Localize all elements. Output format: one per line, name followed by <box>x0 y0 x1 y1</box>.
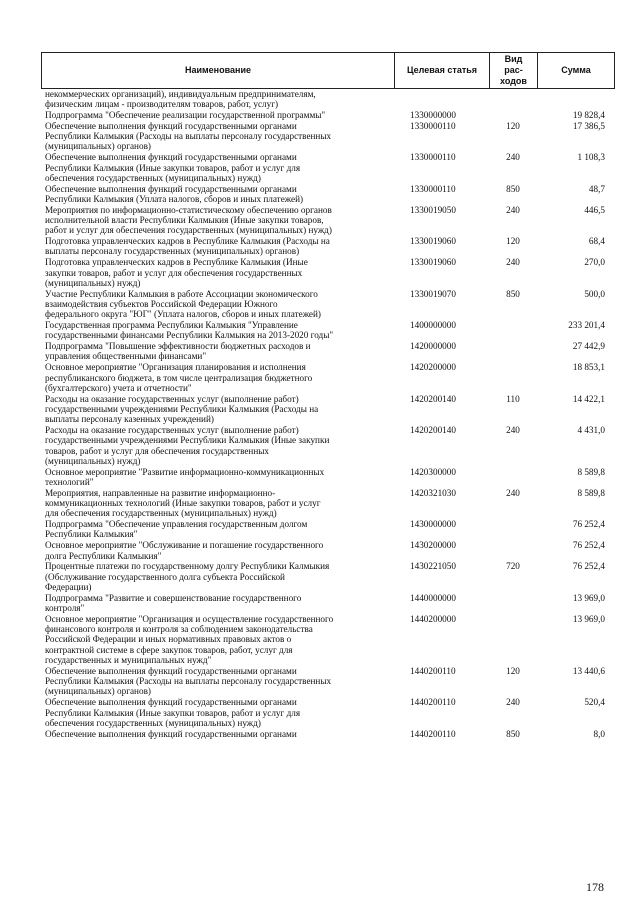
row-sum: 27 442,9 <box>572 341 605 352</box>
table-header <box>41 52 615 89</box>
row-sum: 13 969,0 <box>572 613 605 624</box>
table-row <box>45 341 615 362</box>
row-target-article: 1440200110 <box>410 665 456 676</box>
row-expense-type: 110 <box>506 393 520 404</box>
row-expense-type: 240 <box>506 487 520 498</box>
row-name: Подпрограмма "Обеспечение реализации государственной программы" <box>45 110 326 121</box>
row-name: Обеспечение выполнения функций государственными органами Республики Калмыкия (Иные закупки товаров, работ и услуг для обеспечения государственных (муниципальных) нужд) <box>45 697 301 728</box>
row-target-article: 1330000110 <box>410 152 456 163</box>
table-row <box>45 121 615 152</box>
row-expense-type: 240 <box>506 204 520 215</box>
row-name: Обеспечение выполнения функций государственными органами Республики Калмыкия (Иные закупки товаров, работ и услуг для обеспечения государственных (муниципальных) нужд) <box>45 152 301 183</box>
row-target-article: 1440200110 <box>410 697 456 708</box>
row-sum: 17 386,5 <box>572 120 605 131</box>
table-row <box>45 110 615 121</box>
row-name: Обеспечение выполнения функций государственными органами Республики Калмыкия (Расходы на выплаты персоналу государственных (муниципальных) органов) <box>45 120 332 152</box>
row-target-article: 1330000000 <box>410 110 456 121</box>
row-expense-type: 240 <box>506 425 520 435</box>
row-name: Мероприятия по информационно-статистическому обеспечению органов исполнительной власти Республики Калмыкия (Иные закупки товаров, работ и услуг для обеспечения государственных (муниципальных) нужд) <box>45 204 332 236</box>
row-name: Основное мероприятие "Организация и осуществление государственного финансового контроля и контроля за соблюдением законодательства Российской Федерации и иных нормативных правовых актов о контрактной системе в сфере закупок товаров, работ, услуг для государственных и муниципальных нужд" <box>45 613 334 666</box>
table-row <box>45 394 615 425</box>
table-row <box>45 467 615 488</box>
row-expense-type: 850 <box>506 728 520 739</box>
row-target-article: 1440200000 <box>410 613 456 624</box>
row-expense-type: 120 <box>506 665 520 676</box>
row-name: Основное мероприятие "Развитие информационно-коммуникационных технологий" <box>45 466 325 487</box>
row-target-article: 1330019060 <box>410 236 456 247</box>
row-sum: 13 969,0 <box>572 592 605 603</box>
row-name: Основное мероприятие "Организация планирования и исполнения республиканского бюджета, в том числе централизация бюджетного (бухгалтерского) учета и отчетности" <box>45 362 313 393</box>
row-sum: 19 828,4 <box>572 110 605 121</box>
row-name: Процентные платежи по государственному долгу Республики Калмыкия (Обслуживание государственного долга субъекта Российской Федерации) <box>45 561 330 592</box>
table-row <box>45 666 615 697</box>
table-row <box>45 697 615 728</box>
row-target-article: 1430000000 <box>410 519 456 530</box>
row-sum: 520,4 <box>584 697 605 708</box>
row-target-article: 1330000110 <box>410 183 456 194</box>
row-expense-type: 850 <box>506 288 520 299</box>
row-sum: 500,0 <box>584 288 605 299</box>
row-expense-type: 120 <box>506 236 520 247</box>
row-expense-type: 850 <box>506 183 520 194</box>
table-row <box>45 236 615 257</box>
row-target-article: 1440000000 <box>410 592 456 603</box>
row-target-article: 1330019050 <box>410 204 456 215</box>
row-sum: 18 853,1 <box>572 362 605 373</box>
row-expense-type: 240 <box>506 152 520 163</box>
row-name: Расходы на оказание государственных услуг (выполнение работ) государственными учреждениями Республики Калмыкия (Расходы на выплаты персоналу казенных учреждений) <box>45 393 319 425</box>
row-target-article: 1440200110 <box>410 728 456 739</box>
row-name: Обеспечение выполнения функций государственными органами Республики Калмыкия (Уплата налогов, сборов и иных платежей) <box>45 183 304 204</box>
row-sum: 233 201,4 <box>568 320 605 331</box>
row-sum: 68,4 <box>588 236 605 247</box>
header-sum: Сумма <box>561 65 591 75</box>
row-target-article: 1420300000 <box>410 466 456 477</box>
row-sum: 13 440,6 <box>572 665 605 676</box>
row-sum: 4 431,0 <box>577 425 605 435</box>
row-target-article: 1420200140 <box>410 393 456 404</box>
row-target-article: 1420200000 <box>410 362 456 373</box>
table-row <box>45 519 615 540</box>
row-target-article: 1430221050 <box>410 561 456 572</box>
row-target-article: 1420000000 <box>410 341 456 352</box>
row-target-article: 1400000000 <box>410 320 456 331</box>
table-row <box>45 257 615 288</box>
row-sum: 8 589,8 <box>577 487 605 498</box>
table-row <box>45 89 615 110</box>
row-sum: 8,0 <box>593 728 605 739</box>
row-expense-type: 720 <box>506 561 520 572</box>
row-sum: 1 108,3 <box>577 152 605 163</box>
table-body <box>45 89 615 739</box>
table-row <box>45 488 615 519</box>
row-expense-type: 240 <box>506 697 520 708</box>
row-sum: 76 252,4 <box>572 561 605 572</box>
row-target-article: 1330019060 <box>410 257 456 268</box>
row-sum: 48,7 <box>588 183 605 194</box>
table-row <box>45 362 615 393</box>
row-target-article: 1420321030 <box>410 487 456 498</box>
row-name: Подготовка управленческих кадров в Республике Калмыкия (Расходы на выплаты персоналу государственных (муниципальных) органов) <box>45 236 330 257</box>
header-expense-type <box>490 53 538 88</box>
table-row <box>45 614 615 666</box>
table-row <box>45 540 615 561</box>
table-row <box>45 593 615 614</box>
row-sum: 270,0 <box>584 257 605 268</box>
page-number: 178 <box>586 880 604 894</box>
table-row <box>45 729 615 740</box>
row-target-article: 1330000110 <box>410 120 456 131</box>
row-target-article: 1420200140 <box>410 425 456 435</box>
row-sum: 14 422,1 <box>572 393 605 404</box>
row-target-article: 1330019070 <box>410 288 456 299</box>
header-name: Наименование <box>42 53 395 88</box>
row-name: Мероприятия, направленные на развитие информационно- коммуникационных технологий (Иные закупки товаров, работ и услуг для обеспечения государственных (муниципальных) нужд) <box>45 487 321 519</box>
row-sum: 8 589,8 <box>577 466 605 477</box>
row-name: Подпрограмма "Обеспечение управления государственным долгом Республики Калмыкия" <box>45 519 308 540</box>
header-target-article: Целевая статья <box>395 53 490 88</box>
row-name: Обеспечение выполнения функций государственными органами Республики Калмыкия (Расходы на выплаты персоналу государственных (муниципальных) органов) <box>45 665 332 697</box>
row-name: Расходы на оказание государственных услуг (выполнение работ) государственными учреждениями Республики Калмыкия (Иные закупки товаров, работ и услуг для обеспечения государственных (муниципальных) нужд) <box>45 425 330 466</box>
row-sum: 76 252,4 <box>572 540 605 551</box>
row-name: некоммерческих организаций), индивидуальным предпринимателям, физическим лицам - производителям товаров, работ, услуг) <box>45 89 316 110</box>
row-name: Подпрограмма "Повышение эффективности бюджетных расходов и управления общественными финансами" <box>45 341 311 362</box>
table-row <box>45 184 615 205</box>
row-sum: 446,5 <box>584 204 605 215</box>
row-expense-type: 240 <box>506 257 520 268</box>
header-expense-type-label: Вид рас- ходов <box>500 54 527 86</box>
table-row <box>45 205 615 236</box>
row-name: Основное мероприятие "Обслуживание и погашение государственного долга Республики Калмыкия" <box>45 540 324 561</box>
row-name: Участие Республики Калмыкия в работе Ассоциации экономического взаимодействия субъектов Российской Федерации Южного федерального округа "ЮГ" (Уплата налогов, сборов и иных платежей) <box>45 288 321 320</box>
table-row <box>45 289 615 320</box>
row-name: Подпрограмма "Развитие и совершенствование государственного контроля" <box>45 592 302 614</box>
row-name: Обеспечение выполнения функций государственными органами <box>45 728 297 739</box>
row-sum: 76 252,4 <box>572 519 605 530</box>
row-target-article: 1430200000 <box>410 540 456 551</box>
row-name: Подготовка управленческих кадров в Республике Калмыкия (Иные закупки товаров, работ и услуг для обеспечения государственных (муниципальных) нужд) <box>45 257 308 288</box>
row-name: Государственная программа Республики Калмыкия "Управление государственными финансами Республики Калмыкия на 2013-2020 годы" <box>45 320 334 341</box>
table-row <box>45 152 615 183</box>
row-expense-type: 120 <box>506 120 520 131</box>
table-row <box>45 425 615 467</box>
table-row <box>45 561 615 592</box>
table-row <box>45 320 615 341</box>
